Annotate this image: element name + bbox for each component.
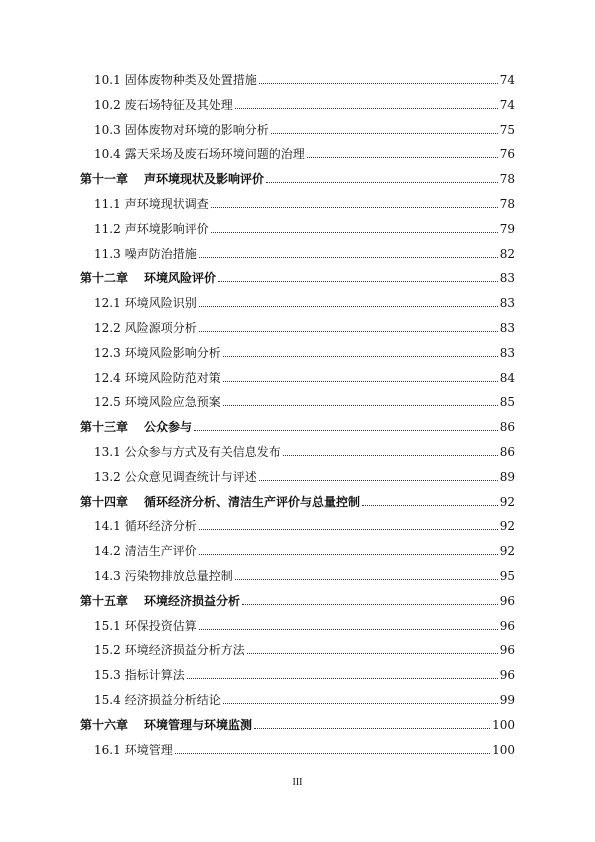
toc-dot-leader <box>223 356 498 357</box>
toc-dot-leader <box>259 83 498 84</box>
toc-dot-leader <box>187 678 498 679</box>
toc-section-entry[interactable] <box>94 146 515 162</box>
toc-entry-title: 风险源项分析 <box>124 321 197 335</box>
toc-entry-page: 74 <box>499 73 515 87</box>
toc-section-entry[interactable] <box>94 667 515 683</box>
toc-entry-title: 声环境现状及影响评价 <box>144 172 265 187</box>
toc-entry-number: 15.3 <box>94 668 121 683</box>
toc-entry-page: 78 <box>499 197 515 211</box>
toc-section-entry[interactable] <box>94 122 515 138</box>
toc-entry-number: 11.2 <box>94 221 121 236</box>
toc-entry-title: 废石场特征及其处理 <box>124 97 233 112</box>
toc-entry-title: 环境经济损益分析方法 <box>124 643 245 658</box>
toc-entry-number: 10.3 <box>94 122 121 137</box>
toc-section-entry[interactable] <box>94 642 515 658</box>
toc-entry-title: 公众参与 <box>144 420 193 435</box>
toc-entry-title: 污染物排放总量控制 <box>124 569 233 583</box>
toc-entry-title: 环境风险影响分析 <box>124 345 221 360</box>
toc-entry-number: 13.1 <box>94 445 121 459</box>
toc-dot-leader <box>199 529 498 530</box>
toc-entry-number: 14.1 <box>94 519 121 534</box>
toc-entry-title: 清洁生产评价 <box>124 544 197 559</box>
toc-entry-number: 16.1 <box>94 742 121 757</box>
toc-entry-number: 11.3 <box>94 246 121 261</box>
toc-entry-page: 74 <box>499 97 515 112</box>
toc-dot-leader <box>254 728 490 729</box>
toc-chapter-entry[interactable] <box>80 419 515 435</box>
toc-entry-title: 固体废物对环境的影响分析 <box>124 122 269 137</box>
toc-dot-leader <box>199 306 498 307</box>
toc-dot-leader <box>235 579 498 580</box>
toc-entry-number: 第十二章 <box>80 271 129 286</box>
toc-entry-number: 15.2 <box>94 643 121 658</box>
toc-section-entry[interactable] <box>94 295 515 311</box>
toc-entry-page: 96 <box>499 643 515 658</box>
toc-dot-leader <box>218 281 498 282</box>
toc-entry-page: 92 <box>499 544 515 559</box>
toc-entry-number: 第十三章 <box>80 420 129 435</box>
toc-entry-title: 环境管理与环境监测 <box>144 717 253 732</box>
toc-entry-page: 83 <box>499 296 515 311</box>
toc-entry-number: 10.1 <box>94 73 121 87</box>
toc-section-entry[interactable] <box>94 692 515 708</box>
toc-section-entry[interactable] <box>94 543 515 559</box>
toc-entry-number: 12.4 <box>94 370 121 385</box>
toc-entry-title: 公众意见调查统计与评述 <box>124 469 257 484</box>
toc-entry-number: 第十六章 <box>80 717 129 732</box>
toc-dot-leader <box>362 505 498 506</box>
toc-entry-title: 噪声防治措施 <box>124 246 197 261</box>
toc-entry-page: 84 <box>499 370 515 385</box>
toc-entry-title: 露天采场及废石场环境问题的治理 <box>124 147 305 162</box>
toc-entry-title: 循环经济分析、清洁生产评价与总量控制 <box>144 494 361 509</box>
toc-entry-number: 第十五章 <box>80 593 129 608</box>
toc-dot-leader <box>199 331 498 332</box>
toc-entry-page: 89 <box>499 469 515 484</box>
toc-section-entry[interactable] <box>94 518 515 534</box>
toc-entry-page: 86 <box>499 445 515 459</box>
toc-entry-page: 76 <box>499 147 515 162</box>
toc-dot-leader <box>223 703 498 704</box>
toc-chapter-entry[interactable] <box>80 593 515 609</box>
toc-dot-leader <box>194 430 498 431</box>
toc-entry-title: 声环境影响评价 <box>124 221 209 236</box>
toc-dot-leader <box>223 381 498 382</box>
toc-entry-title: 经济损益分析结论 <box>124 693 221 707</box>
toc-entry-number: 14.2 <box>94 544 121 559</box>
toc-entry-page: 75 <box>499 122 515 137</box>
toc-entry-number: 12.3 <box>94 345 121 360</box>
toc-entry-title: 指标计算法 <box>124 668 185 683</box>
toc-section-entry[interactable] <box>94 444 515 460</box>
toc-entry-page: 83 <box>499 345 515 360</box>
toc-entry-number: 11.1 <box>94 197 121 211</box>
toc-section-entry[interactable] <box>94 568 515 584</box>
toc-entry-number: 12.2 <box>94 321 121 335</box>
toc-dot-leader <box>271 133 498 134</box>
toc-entry-number: 12.5 <box>94 395 121 410</box>
toc-chapter-entry[interactable] <box>80 270 515 286</box>
toc-dot-leader <box>199 554 498 555</box>
toc-entry-title: 声环境现状调查 <box>124 197 209 211</box>
toc-entry-page: 78 <box>499 172 515 187</box>
toc-entry-number: 10.4 <box>94 147 121 162</box>
toc-entry-number: 13.2 <box>94 469 121 484</box>
toc-dot-leader <box>235 108 498 109</box>
toc-entry-page: 92 <box>499 494 515 509</box>
toc-entry-number: 第十四章 <box>80 494 129 509</box>
toc-entry-title: 固体废物种类及处置措施 <box>124 73 257 87</box>
toc-entry-page: 96 <box>499 668 515 683</box>
toc-section-entry[interactable] <box>94 221 515 237</box>
toc-entry-number: 10.2 <box>94 97 121 112</box>
toc-dot-leader <box>211 232 498 233</box>
toc-entry-page: 92 <box>499 519 515 534</box>
toc-entry-number: 12.1 <box>94 296 121 311</box>
toc-entry-page: 83 <box>499 321 515 335</box>
toc-dot-leader <box>259 480 498 481</box>
toc-section-entry[interactable] <box>94 742 515 758</box>
toc-entry-title: 公众参与方式及有关信息发布 <box>124 445 281 459</box>
toc-section-entry[interactable] <box>94 97 515 113</box>
toc-section-entry[interactable] <box>94 394 515 410</box>
toc-entry-title: 环境管理 <box>124 742 173 757</box>
toc-dot-leader <box>242 604 498 605</box>
toc-entry-title: 环境风险评价 <box>144 271 217 286</box>
toc-entry-title: 环保投资估算 <box>124 618 197 633</box>
toc-entry-page: 86 <box>499 420 515 435</box>
toc-entry-page: 85 <box>499 395 515 410</box>
toc-dot-leader <box>266 182 498 183</box>
toc-dot-leader <box>199 629 498 630</box>
toc-section-entry[interactable] <box>94 370 515 386</box>
toc-entry-page: 100 <box>492 717 515 732</box>
toc-dot-leader <box>223 405 498 406</box>
toc-chapter-entry[interactable] <box>80 171 515 187</box>
toc-entry-page: 95 <box>499 569 515 583</box>
toc-section-entry[interactable] <box>94 345 515 361</box>
toc-entry-page: 96 <box>499 618 515 633</box>
page-number: III <box>292 777 303 788</box>
toc-entry-number: 15.4 <box>94 693 121 707</box>
toc-chapter-entry[interactable] <box>80 717 515 733</box>
toc-dot-leader <box>199 257 498 258</box>
toc-section-entry[interactable] <box>94 72 515 88</box>
toc-entry-title: 环境风险识别 <box>124 296 197 311</box>
toc-entry-page: 99 <box>499 693 515 707</box>
toc-section-entry[interactable] <box>94 469 515 485</box>
toc-chapter-entry[interactable] <box>80 494 515 510</box>
toc-dot-leader <box>175 753 490 754</box>
toc-section-entry[interactable] <box>94 196 515 212</box>
toc-entry-title: 环境风险应急预案 <box>124 395 221 410</box>
toc-entry-number: 14.3 <box>94 569 121 583</box>
toc-section-entry[interactable] <box>94 320 515 336</box>
toc-entry-page: 79 <box>499 221 515 236</box>
toc-entry-title: 环境经济损益分析 <box>144 593 241 608</box>
toc-section-entry[interactable] <box>94 246 515 262</box>
toc-entry-page: 96 <box>499 593 515 608</box>
toc-dot-leader <box>247 653 498 654</box>
toc-entry-page: 82 <box>499 246 515 261</box>
toc-section-entry[interactable] <box>94 618 515 634</box>
toc-entry-title: 循环经济分析 <box>124 519 197 534</box>
toc-entry-number: 第十一章 <box>80 172 129 187</box>
toc-entry-page: 83 <box>499 271 515 286</box>
toc-entry-page: 100 <box>492 742 515 757</box>
toc-dot-leader <box>283 455 498 456</box>
toc-dot-leader <box>307 157 498 158</box>
toc-dot-leader <box>211 207 498 208</box>
toc-entry-number: 15.1 <box>94 618 121 633</box>
toc-entry-title: 环境风险防范对策 <box>124 370 221 385</box>
